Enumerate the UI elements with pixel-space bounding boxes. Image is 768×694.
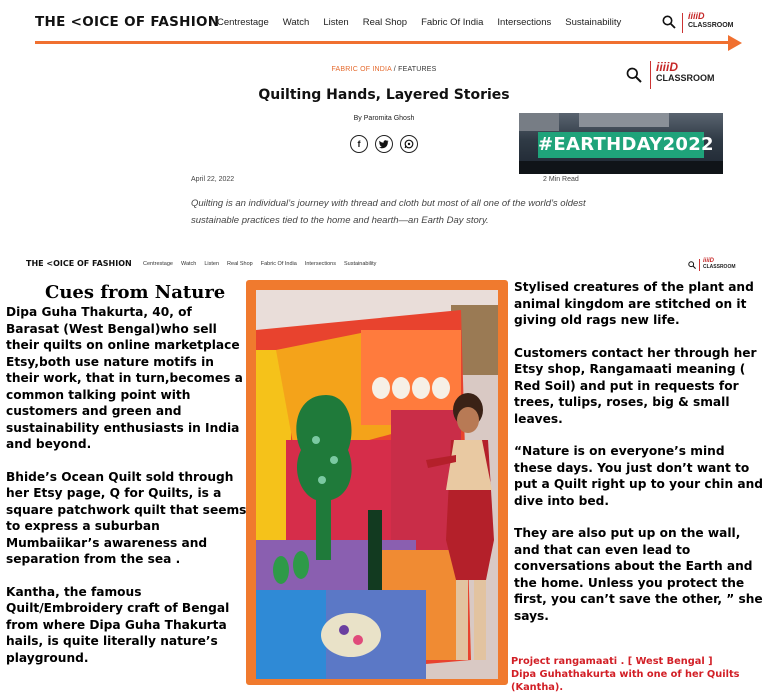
left-column bbox=[6, 304, 248, 682]
search-icon[interactable] bbox=[662, 15, 676, 29]
paragraph: Stylised creatures of the plant and animal kingdom are stitched on it giving old rags new life. bbox=[514, 280, 754, 327]
article-title: Quilting Hands, Layered Stories bbox=[258, 87, 510, 103]
arrow-right-icon bbox=[728, 35, 742, 51]
nav-divider bbox=[699, 259, 700, 271]
quilt-illustration bbox=[256, 290, 498, 679]
quilt-photo bbox=[256, 290, 498, 679]
paragraph: Kantha, the famous Quilt/Embroidery craft of Bengal from where Dipa Guha Thakurta hails, is quite literally nature’s playground. bbox=[6, 584, 230, 665]
nav-link-listen[interactable]: Listen bbox=[204, 261, 220, 267]
twitter-icon[interactable] bbox=[375, 135, 393, 153]
search-icon[interactable] bbox=[626, 67, 642, 83]
banner-photo-block bbox=[579, 113, 669, 127]
iiid-classroom-logo[interactable] bbox=[688, 12, 732, 34]
article-intro: Quilting is an individual’s journey with thread and cloth but most of all one of the world’s oldest sustainable practices tied to the home and hearth—an Earth Day story. bbox=[191, 198, 586, 226]
banner-photo-block bbox=[519, 113, 559, 131]
nav-links bbox=[217, 17, 635, 28]
nav-link-fabric-of-india[interactable]: Fabric Of India bbox=[260, 261, 297, 267]
logo-text-bottom: CLASSROOM bbox=[656, 73, 715, 83]
nav-link-centrestage[interactable]: Centrestage bbox=[143, 261, 173, 267]
paragraph: Bhide’s Ocean Quilt sold through her Etsy page, Q for Quilts, is a square patchwork quilt that seems to express a suburban Mumbaiikar’s awareness and separation from the sea . bbox=[6, 469, 247, 566]
caption-line: Dipa Guhathakurta with one of her Quilts (Kantha). bbox=[511, 669, 740, 693]
nav-links bbox=[143, 261, 384, 267]
logo-text-top: iiiiD bbox=[688, 11, 705, 21]
nav-link-sustainability[interactable]: Sustainability bbox=[565, 17, 622, 28]
read-time: 2 Min Read bbox=[543, 176, 579, 183]
iiid-classroom-logo[interactable] bbox=[703, 258, 736, 270]
article-byline[interactable]: By Paromita Ghosh bbox=[353, 115, 415, 122]
nav-link-real-shop[interactable]: Real Shop bbox=[362, 17, 408, 28]
right-column bbox=[514, 279, 764, 640]
kicker-separator: / bbox=[391, 66, 399, 73]
nav-link-centrestage[interactable]: Centrestage bbox=[217, 17, 269, 28]
photo-caption bbox=[511, 655, 768, 694]
share-buttons bbox=[350, 135, 418, 153]
paragraph: Dipa Guha Thakurta, 40, of Barasat (West Bengal)who sell their quilts on online marketplace Etsy,both use nature motifs in their work, that in turn,becomes a common talking point with customers and green and sustainability enthusiasts in India and beyond. bbox=[6, 305, 243, 451]
site-logo[interactable]: THE <OICE OF FASHION bbox=[35, 14, 220, 30]
logo-text-top: iiiiD bbox=[703, 258, 715, 264]
header-divider bbox=[650, 61, 651, 89]
banner-photo-block bbox=[519, 161, 723, 174]
secondary-nav bbox=[0, 255, 768, 275]
nav-link-intersections[interactable]: Intersections bbox=[304, 261, 336, 267]
nav-divider bbox=[682, 13, 683, 33]
whatsapp-icon[interactable] bbox=[400, 135, 418, 153]
section-heading: Cues from Nature bbox=[45, 282, 226, 303]
article-kicker bbox=[0, 66, 768, 73]
nav-link-listen[interactable]: Listen bbox=[323, 17, 349, 28]
paragraph: “Nature is on everyone’s mind these days. You just don’t want to put a Quilt right up to your chin and dive into bed. bbox=[514, 444, 764, 508]
kicker-section-link[interactable]: FABRIC OF INDIA bbox=[331, 66, 392, 73]
nav-link-real-shop[interactable]: Real Shop bbox=[227, 261, 253, 267]
top-nav bbox=[0, 0, 768, 48]
nav-link-intersections[interactable]: Intersections bbox=[497, 17, 552, 28]
nav-link-watch[interactable]: Watch bbox=[180, 261, 197, 267]
facebook-icon[interactable]: f bbox=[350, 135, 368, 153]
nav-link-watch[interactable]: Watch bbox=[282, 17, 310, 28]
earth-day-tag: #EARTHDAY2022 bbox=[538, 132, 704, 158]
search-icon[interactable] bbox=[688, 261, 696, 269]
site-logo[interactable]: THE <OICE OF FASHION bbox=[26, 259, 132, 268]
caption-line: Project rangamaati . [ West Bengal ] bbox=[511, 656, 713, 667]
earth-day-banner bbox=[519, 113, 723, 174]
logo-text-top: iiiiD bbox=[656, 60, 679, 74]
article-date: April 22, 2022 bbox=[191, 176, 235, 183]
nav-link-sustainability[interactable]: Sustainability bbox=[344, 261, 377, 267]
orange-arrow-line bbox=[35, 41, 730, 44]
logo-text-bottom: CLASSROOM bbox=[688, 22, 734, 29]
logo-text-bottom: CLASSROOM bbox=[703, 264, 736, 270]
nav-link-fabric-of-india[interactable]: Fabric Of India bbox=[421, 17, 484, 28]
paragraph: They are also put up on the wall, and that can even lead to conversations about the Earth and the home. Unless you protect the first, you can’t save the other, ” she says. bbox=[514, 526, 763, 623]
kicker-type: FEATURES bbox=[398, 66, 437, 73]
photo-frame bbox=[246, 280, 508, 685]
paragraph: Customers contact her through her Etsy shop, Rangamaati meaning ( Red Soil) and put in requests for trees, tulips, roses, big & small leaves. bbox=[514, 345, 757, 426]
